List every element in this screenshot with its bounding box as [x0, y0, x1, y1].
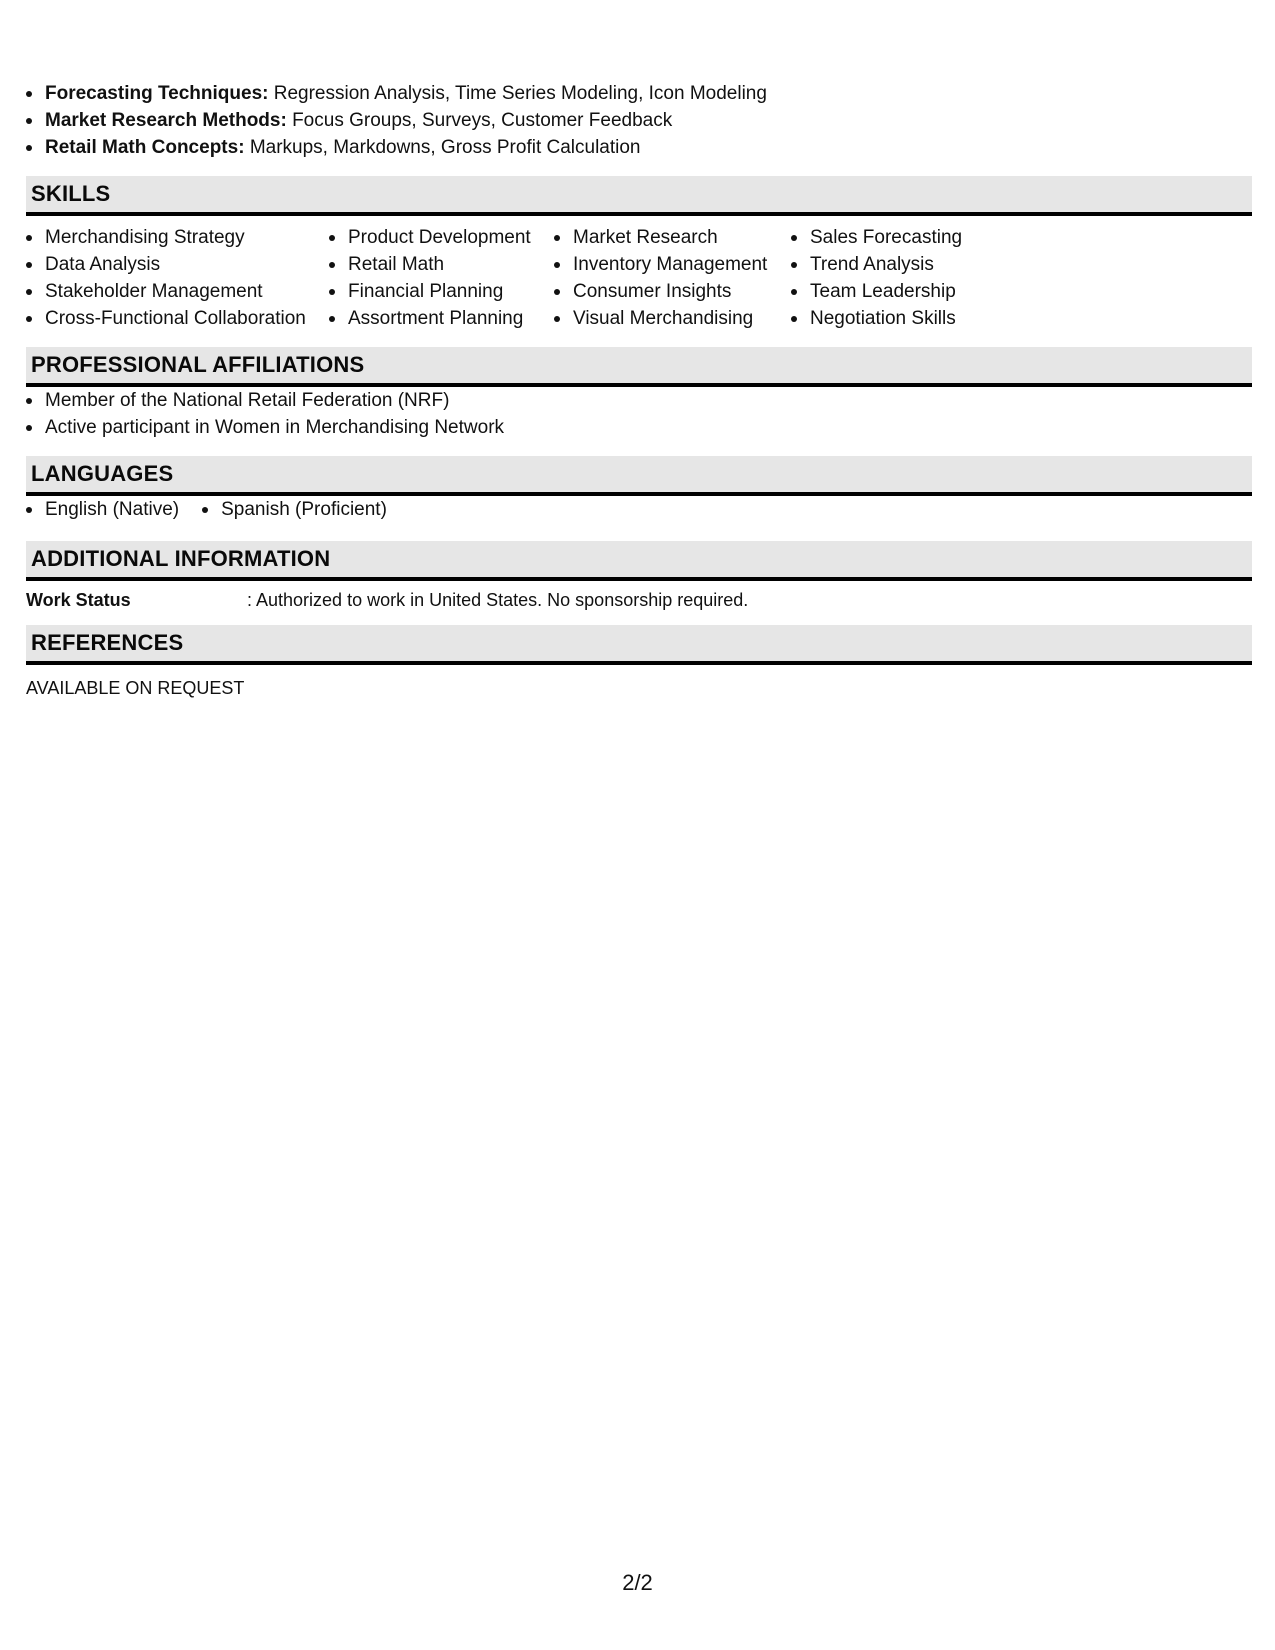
section-title: REFERENCES: [31, 630, 184, 655]
skill-item: Cross-Functional Collaboration: [26, 305, 329, 332]
section-title: PROFESSIONAL AFFILIATIONS: [31, 352, 365, 377]
skills-column: [26, 224, 329, 332]
skills-column: [329, 224, 554, 332]
skill-item: Product Development: [329, 224, 554, 251]
skills-grid: [26, 216, 1252, 332]
skill-item: Trend Analysis: [791, 251, 1031, 278]
skills-column: [554, 224, 791, 332]
skill-item: Inventory Management: [554, 251, 791, 278]
skill-item: Data Analysis: [26, 251, 329, 278]
section-header-languages: [26, 456, 1252, 496]
item-label: Forecasting Techniques:: [45, 83, 269, 104]
skill-item: Merchandising Strategy: [26, 224, 329, 251]
skill-item: Retail Math: [329, 251, 554, 278]
item-value: Regression Analysis, Time Series Modeling, Icon Modeling: [273, 83, 767, 104]
references-text: AVAILABLE ON REQUEST: [26, 678, 245, 698]
languages-list: [26, 496, 1252, 523]
language-item: Spanish (Proficient): [202, 496, 387, 523]
affiliations-list: [26, 387, 1252, 441]
skill-item: Financial Planning: [329, 278, 554, 305]
work-status-label: Work Status: [26, 590, 131, 610]
resume-page: [26, 80, 1252, 700]
item-value: Focus Groups, Surveys, Customer Feedback: [292, 110, 673, 131]
work-status-value: : Authorized to work in United States. No sponsorship required.: [247, 590, 749, 610]
section-title: SKILLS: [31, 181, 111, 206]
list-item: [26, 107, 1252, 134]
work-status-row: [26, 581, 1252, 612]
item-label: Market Research Methods:: [45, 110, 287, 131]
skill-item: Team Leadership: [791, 278, 1031, 305]
page-number: 2/2: [622, 1570, 653, 1595]
section-title: LANGUAGES: [31, 461, 174, 486]
skill-item: Visual Merchandising: [554, 305, 791, 332]
section-header-affiliations: [26, 347, 1252, 387]
skill-item: Sales Forecasting: [791, 224, 1031, 251]
item-value: Markups, Markdowns, Gross Profit Calculation: [249, 137, 641, 158]
section-header-additional-information: [26, 541, 1252, 581]
affiliation-item: Member of the National Retail Federation (NRF): [26, 387, 1252, 414]
language-item: English (Native): [26, 496, 179, 523]
list-item: [26, 80, 1252, 107]
skill-item: Negotiation Skills: [791, 305, 1031, 332]
skills-column: [791, 224, 1031, 332]
skill-item: Assortment Planning: [329, 305, 554, 332]
list-item: [26, 134, 1252, 161]
item-label: Retail Math Concepts:: [45, 137, 245, 158]
section-title: ADDITIONAL INFORMATION: [31, 546, 331, 571]
skill-item: Consumer Insights: [554, 278, 791, 305]
skill-item: Market Research: [554, 224, 791, 251]
technical-knowledge-list: [26, 80, 1252, 161]
section-header-skills: [26, 176, 1252, 216]
skill-item: Stakeholder Management: [26, 278, 329, 305]
affiliation-item: Active participant in Women in Merchandising Network: [26, 414, 1252, 441]
section-header-references: [26, 625, 1252, 665]
